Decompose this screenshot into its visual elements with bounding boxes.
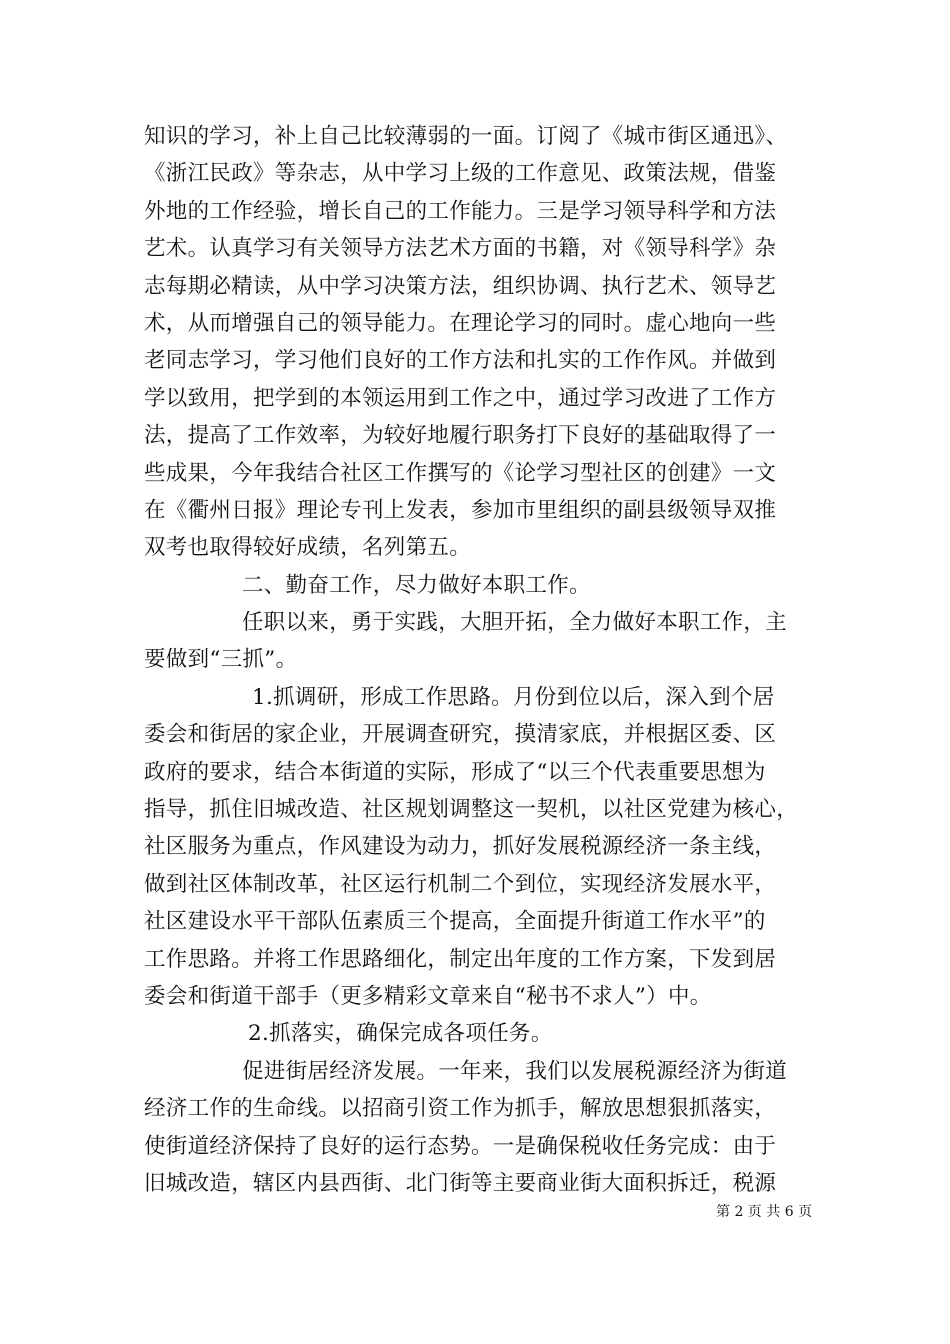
list-item-heading: 1.抓调研，形成工作思路。月份到位以后，深入到个居 [252, 684, 775, 710]
text-line: 老同志学习，学习他们良好的工作方法和扎实的工作作风。并做到 [144, 348, 777, 374]
text-line: 社区服务为重点，作风建设为动力，抓好发展税源经济一条主线， [144, 834, 777, 860]
text-line: 工作思路。并将工作思路细化，制定出年度的工作方案，下发到居 [144, 946, 777, 972]
text-line: 双考也取得较好成绩，名列第五。 [144, 535, 472, 561]
text-line: 《浙江民政》等杂志，从中学习上级的工作意见、政策法规，借鉴 [144, 161, 777, 187]
text-line: 要做到“三抓”。 [144, 647, 298, 673]
text-line: 志每期必精读，从中学习决策方法，组织协调、执行艺术、领导艺 [144, 273, 777, 299]
text-line: 做到社区体制改革，社区运行机制二个到位，实现经济发展水平， [144, 871, 777, 897]
text-line: 些成果，今年我结合社区工作撰写的《论学习型社区的创建》一文 [144, 460, 777, 486]
text-line: 在《衢州日报》理论专刊上发表，参加市里组织的副县级领导双推 [144, 497, 777, 523]
text-line: 术，从而增强自己的领导能力。在理论学习的同时。虚心地向一些 [144, 310, 777, 336]
text-line: 使街道经济保持了良好的运行态势。一是确保税收任务完成：由于 [144, 1133, 777, 1159]
text-line: 促进街居经济发展。一年来，我们以发展税源经济为街道 [242, 1058, 788, 1084]
text-line: 法，提高了工作效率，为较好地履行职务打下良好的基础取得了一 [144, 423, 777, 449]
text-line: 艺术。认真学习有关领导方法艺术方面的书籍，对《领导科学》杂 [144, 236, 777, 262]
section-heading: 二、勤奋工作，尽力做好本职工作。 [242, 572, 591, 598]
text-line: 学以致用，把学到的本领运用到工作之中，通过学习改进了工作方 [144, 385, 777, 411]
text-line: 旧城改造，辖区内县西街、北门街等主要商业街大面积拆迁，税源 [144, 1170, 777, 1196]
text-line: 委会和街道干部手（更多精彩文章来自“秘书不求人”）中。 [144, 983, 712, 1009]
text-line: 外地的工作经验，增长自己的工作能力。三是学习领导科学和方法 [144, 198, 777, 224]
list-item-heading: 2.抓落实，确保完成各项任务。 [248, 1021, 553, 1047]
page-number: 第 2 页 共 6 页 [716, 1204, 813, 1220]
text-line: 社区建设水平干部队伍素质三个提高，全面提升街道工作水平”的 [144, 909, 766, 935]
text-line: 指导，抓住旧城改造、社区规划调整这一契机，以社区党建为核心， [144, 797, 799, 823]
text-line: 任职以来，勇于实践，大胆开拓，全力做好本职工作，主 [242, 610, 788, 636]
text-line: 知识的学习，补上自己比较薄弱的一面。订阅了《城市街区通迅》、 [144, 124, 788, 149]
text-line: 经济工作的生命线。以招商引资工作为抓手，解放思想狠抓落实， [144, 1096, 777, 1122]
text-line: 委会和街居的家企业，开展调查研究，摸清家底，并根据区委、区 [144, 722, 777, 748]
body-text [144, 118, 824, 1202]
text-line: 政府的要求，结合本街道的实际，形成了“以三个代表重要思想为 [144, 759, 766, 785]
